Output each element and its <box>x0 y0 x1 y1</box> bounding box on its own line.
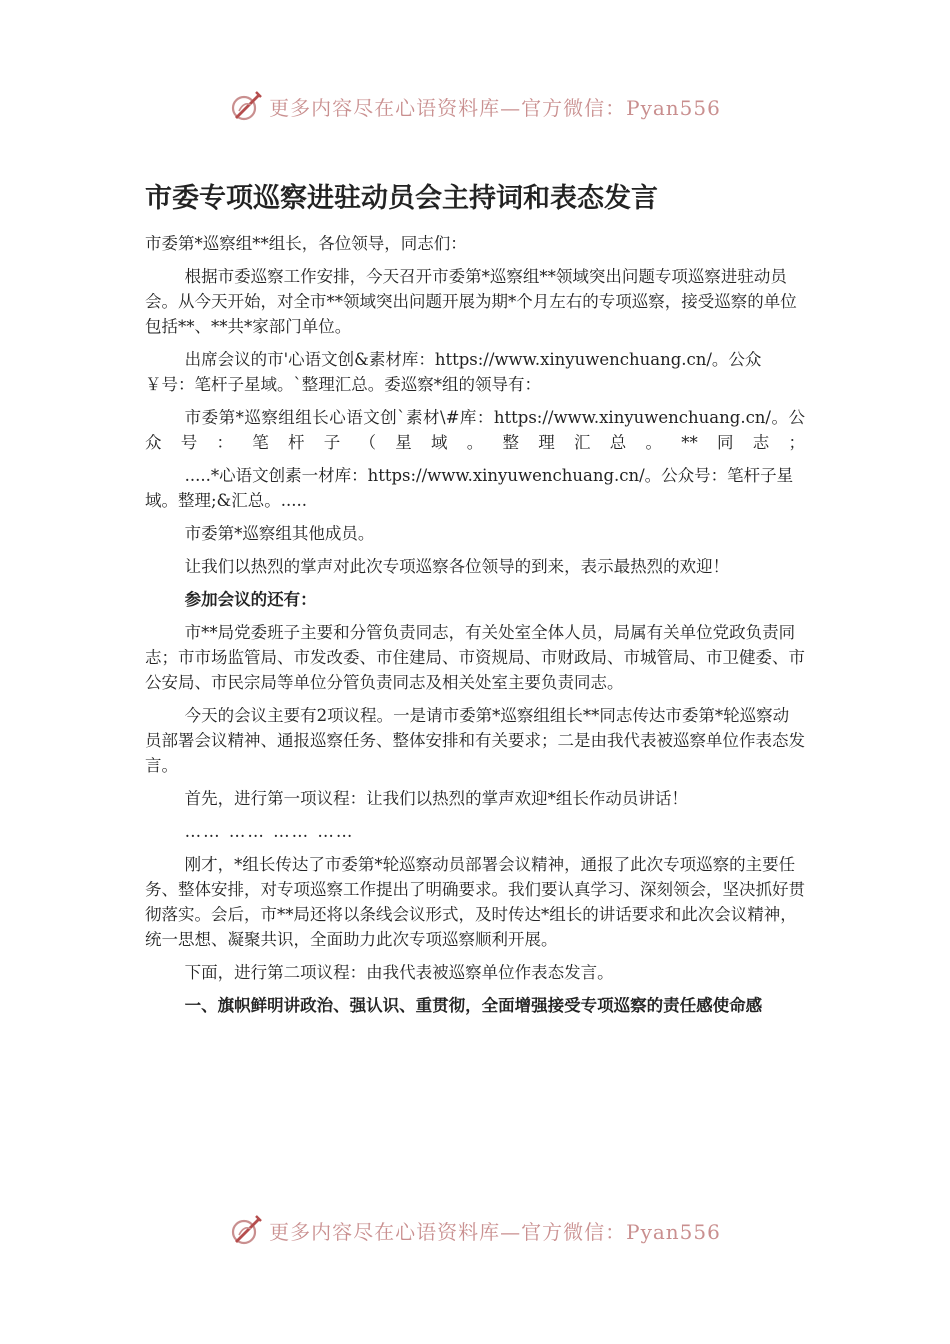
pen-logo-icon <box>229 1213 263 1247</box>
section-heading: 一、旗帜鲜明讲政治、强认识、重贯彻，全面增强接受专项巡察的责任感使命感 <box>184 996 763 1015</box>
footer-banner <box>0 1208 950 1252</box>
salutation: 市委第*巡察组**组长，各位领导，同志们： <box>145 234 467 253</box>
document-title: 市委专项巡察进驻动员会主持词和表态发言 <box>145 183 658 214</box>
paragraph: 根据市委巡察工作安排，今天召开市委第*巡察组**领域突出问题专项巡察进驻动员会。从今天开始，对全市**领域突出问题开展为期*个月左右的专项巡察，接受巡察的单位包括**、**共*家部门单位。 <box>145 267 797 336</box>
document-body <box>145 231 805 1026</box>
paragraph: 市委第*巡察组其他成员。 <box>184 524 375 543</box>
paragraph: 刚才，*组长传达了市委第*轮巡察动员部署会议精神，通报了此次专项巡察的主要任务、整体安排，对专项巡察工作提出了明确要求。我们要认真学习、深刻领会，坚决抓好贯彻落实。会后，市**局还将以条线会议形式，及时传达*组长的讲话要求和此次会议精神，统一思想、凝聚共识，全面助力此次专项巡察顺利开展。 <box>145 855 805 949</box>
paragraph: 今天的会议主要有2项议程。一是请市委第*巡察组组长**同志传达市委第*轮巡察动员部署会议精神、通报巡察任务、整体安排和有关要求；二是由我代表被巡察单位作表态发言。 <box>145 706 805 775</box>
ellipsis-divider: …… …… …… …… <box>184 822 355 841</box>
paragraph: .....*心语文创素一材库：https://www.xinyuwenchuang.cn/。公众号：笔杆子星域。整理;&汇总。..... <box>145 466 794 510</box>
paragraph: 首先，进行第一项议程：让我们以热烈的掌声欢迎*组长作动员讲话！ <box>184 789 688 808</box>
banner-text: 更多内容尽在心语资料库—官方微信：Pyan556 <box>269 95 721 120</box>
banner-text: 更多内容尽在心语资料库—官方微信：Pyan556 <box>269 1219 721 1244</box>
paragraph: 市**局党委班子主要和分管负责同志，有关处室全体人员，局属有关单位党政负责同志；市市场监管局、市发改委、市住建局、市资规局、市财政局、市城管局、市卫健委、市公安局、市民宗局等单位分管负责同志及相关处室主要负责同志。 <box>145 623 805 692</box>
paragraph: 下面，进行第二项议程：由我代表被巡察单位作表态发言。 <box>184 963 614 982</box>
paragraph: 出席会议的市'心语文创&素材库：https://www.xinyuwenchuang.cn/。公众￥号：笔杆子星域。`整理汇总。委巡察*组的领导有： <box>145 350 762 394</box>
paragraph: 市委第*巡察组组长心语文创`素材\#库：https://www.xinyuwenchuang.cn/。公众号：笔杆子（星域。整理汇总。**同志； <box>145 408 805 452</box>
paragraph: 让我们以热烈的掌声对此次专项巡察各位领导的到来，表示最热烈的欢迎！ <box>184 557 730 576</box>
section-heading: 参加会议的还有： <box>184 590 317 609</box>
header-banner <box>0 84 950 128</box>
pen-logo-icon <box>229 89 263 123</box>
